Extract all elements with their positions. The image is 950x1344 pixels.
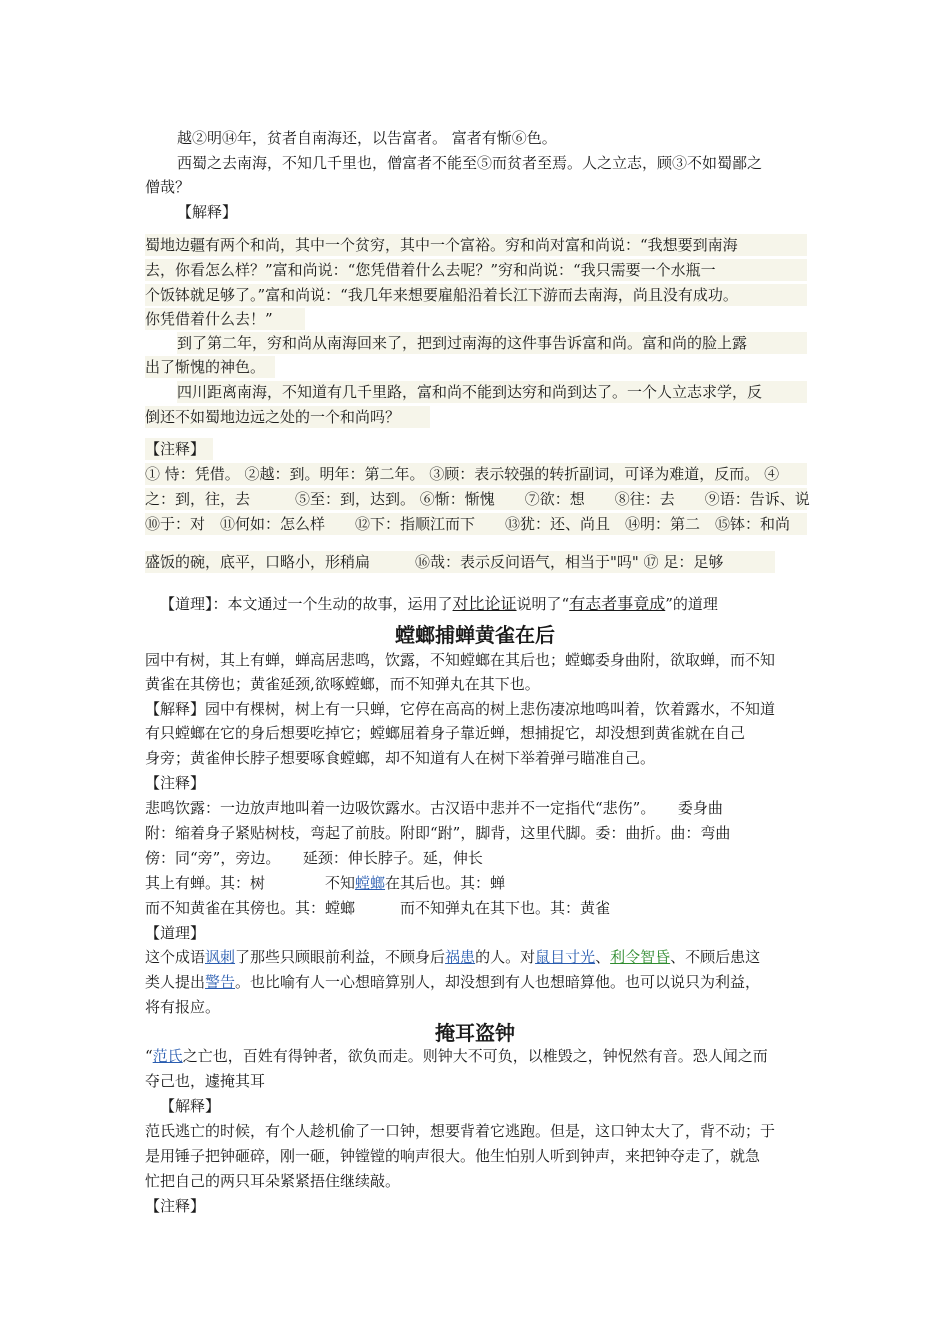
section-label-zhushi: 【注释】 xyxy=(145,438,213,460)
daoli-line: 将有报应。 xyxy=(145,998,221,1016)
original-text-line: 越②明⑭年，贫者自南海还，以告富者。 富者有惭⑥色。 xyxy=(177,129,557,147)
note-line: ⑩于：对 ⑪何如：怎么样 ⑫下：指顺江而下 ⑬犹：还、尚且 ⑭明：第二 ⑮钵：和尚 xyxy=(145,513,807,535)
translation-line: 范氏逃亡的时候，有个人趁机偷了一口钟，想要背着它逃跑。但是，这口钟太大了，背不动；于 xyxy=(145,1122,776,1140)
term-link[interactable]: 螳螂 xyxy=(355,874,386,892)
translation-line: 你凭借着什么去！” xyxy=(145,308,305,330)
note-line: 悲鸣饮露：一边放声地叫着一边吸饮露水。古汉语中悲并不一定指代“悲伤”。 委身曲 xyxy=(145,799,723,817)
translation-line: 是用锤子把钟砸碎，刚一砸，钟镗镗的响声很大。他生怕别人听到钟声，来把钟夺走了，就急 xyxy=(145,1147,761,1165)
term-link[interactable]: 警告 xyxy=(205,973,236,991)
section-label-jieshi: 【解释】 xyxy=(145,700,206,718)
translation-line: 到了第二年，穷和尚从南海回来了，把到过南海的这件事告诉富和尚。富和尚的脸上露 xyxy=(177,332,807,354)
section-label-daoli: 【道理】 xyxy=(145,924,206,942)
section-title: 掩耳盗钟 xyxy=(435,1021,515,1045)
section-label-zhushi: 【注释】 xyxy=(145,1197,206,1215)
original-text-line: 西蜀之去南海，不知几千里也，僧富者不能至⑤而贫者至焉。人之立志，顾③不如蜀鄙之 xyxy=(177,154,763,172)
translation-line: 蜀地边疆有两个和尚，其中一个贫穷，其中一个富裕。穷和尚对富和尚说：“我想要到南海 xyxy=(145,234,807,256)
section-label-jieshi: 【解释】 xyxy=(177,203,238,221)
note-line: 其上有蝉。其：树 不知螳螂在其后也。其：蝉 xyxy=(145,874,506,892)
note-line: 而不知黄雀在其傍也。其：螳螂 而不知弹丸在其下也。其：黄雀 xyxy=(145,899,611,917)
section-title: 螳螂捕蝉黄雀在后 xyxy=(395,623,555,647)
daoli-line: 类人提出警告。也比喻有人一心想暗算别人，却没想到有人也想暗算他。也可以说只为利益， xyxy=(145,973,761,991)
underlined-term: 对比论证 xyxy=(452,594,517,613)
note-line: ① 恃：凭借。 ②越：到。明年：第二年。 ③顾：表示较强的转折副词，可译为难道，反而。 ④ xyxy=(145,463,807,485)
original-text-line: “范氏之亡也，百姓有得钟者，欲负而走。则钟大不可负，以椎毁之，钟怳然有音。恐人闻之而 xyxy=(145,1047,768,1065)
section-label-zhushi: 【注释】 xyxy=(145,774,206,792)
original-text-line: 园中有树，其上有蝉，蝉高居悲鸣，饮露，不知螳螂在其后也；螳螂委身曲附，欲取蝉，而不知 xyxy=(145,651,776,669)
translation-line: 四川距离南海，不知道有几千里路，富和尚不能到达穷和尚到达了。一个人立志求学，反 xyxy=(177,381,807,403)
term-link[interactable]: 范氏 xyxy=(152,1047,183,1065)
daoli-line: 【道理】：本文通过一个生动的故事，运用了对比论证说明了“有志者事竟成”的道理 xyxy=(160,594,718,613)
term-link[interactable]: 祸患 xyxy=(445,948,476,966)
term-link[interactable]: 讽刺 xyxy=(205,948,236,966)
note-line: 傍：同“旁”，旁边。 延颈：伸长脖子。延，伸长 xyxy=(145,849,483,867)
note-line: 之：到，往，去 ⑤至：到，达到。 ⑥惭：惭愧 ⑦欲：想 ⑧往：去 ⑨语：告诉、说 xyxy=(145,490,810,508)
original-text-line: 夺己也，遽掩其耳 xyxy=(145,1072,266,1090)
original-text-line: 僧哉？ xyxy=(145,178,191,196)
translation-line: 倒还不如蜀地边远之处的一个和尚吗？ xyxy=(145,406,430,428)
underlined-term: 有志者事竟成 xyxy=(569,594,666,613)
translation-line: 出了惭愧的神色。 xyxy=(145,356,275,378)
original-text-line: 黄雀在其傍也；黄雀延颈,欲啄螳螂，而不知弹丸在其下也。 xyxy=(145,675,540,693)
term-link[interactable]: 利令智昏 xyxy=(610,948,671,966)
section-label-daoli: 【道理】 xyxy=(160,595,213,613)
translation-line: 身旁；黄雀伸长脖子想要啄食螳螂，却不知道有人在树下举着弹弓瞄准自己。 xyxy=(145,749,656,767)
daoli-line: 这个成语讽刺了那些只顾眼前利益，不顾身后祸患的人。对鼠目寸光、利令智昏、不顾后患这 xyxy=(145,948,761,966)
section-label-jieshi: 【解释】 xyxy=(160,1097,221,1115)
translation-line: 个饭钵就足够了。”富和尚说：“我几年来想要雇船沿着长江下游而去南海，尚且没有成功。 xyxy=(145,284,807,306)
translation-line: 有只螳螂在它的身后想要吃掉它；螳螂屈着身子靠近蝉，想捕捉它，却没想到黄雀就在自己 xyxy=(145,724,746,742)
translation-line: 去，你看怎么样？”富和尚说：“您凭借着什么去呢？”穷和尚说：“我只需要一个水瓶一 xyxy=(145,259,807,281)
translation-line: 忙把自己的两只耳朵紧紧捂住继续敲。 xyxy=(145,1172,401,1190)
note-line: 附：缩着身子紧贴树枝，弯起了前肢。附即“跗”，脚背，这里代脚。委：曲折。曲：弯曲 xyxy=(145,824,731,842)
translation-line: 【解释】园中有棵树，树上有一只蝉，它停在高高的树上悲伤凄凉地鸣叫着，饮着露水，不知道 xyxy=(145,700,776,718)
term-link[interactable]: 鼠目寸光 xyxy=(535,948,596,966)
note-line: 盛饭的碗，底平，口略小，形稍扁 ⑯哉：表示反问语气，相当于"吗" ⑰ 足：足够 xyxy=(145,551,775,573)
